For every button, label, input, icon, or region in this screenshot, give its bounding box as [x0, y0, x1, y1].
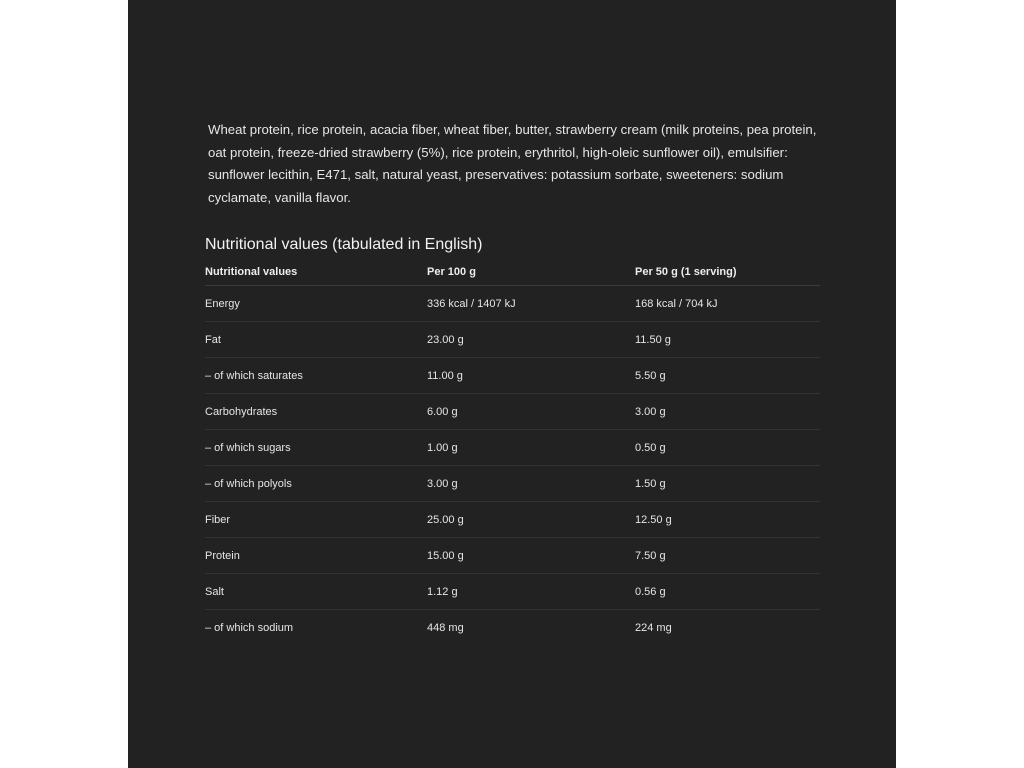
value-per-100g: 11.00 g — [427, 358, 635, 394]
value-per-serving: 0.50 g — [635, 430, 820, 466]
nutrient-name: Protein — [205, 538, 427, 574]
table-row — [205, 574, 820, 610]
nutrition-table — [205, 259, 820, 645]
nutrient-name: Carbohydrates — [205, 394, 427, 430]
table-row — [205, 430, 820, 466]
table-row — [205, 502, 820, 538]
nutrient-name: – of which sugars — [205, 430, 427, 466]
nutrient-name: – of which polyols — [205, 466, 427, 502]
value-per-serving: 168 kcal / 704 kJ — [635, 286, 820, 322]
value-per-100g: 336 kcal / 1407 kJ — [427, 286, 635, 322]
table-row — [205, 466, 820, 502]
table-row — [205, 538, 820, 574]
header-per-serving: Per 50 g (1 serving) — [635, 259, 820, 286]
nutrient-name: Salt — [205, 574, 427, 610]
value-per-serving: 5.50 g — [635, 358, 820, 394]
header-nutritional-values: Nutritional values — [205, 259, 427, 286]
nutrient-name: Fat — [205, 322, 427, 358]
ingredients-text: Wheat protein, rice protein, acacia fiber, wheat fiber, butter, strawberry cream (milk proteins, pea protein, oat protein, freeze-dried strawberry (5%), rice protein, erythritol, high-oleic sunflower oil), emulsifier: sunflower lecithin, E471, salt, natural yeast, preservatives: potassium sorbate, sweeteners: sodium cyclamate, vanilla flavor. — [208, 122, 817, 205]
table-row — [205, 322, 820, 358]
value-per-100g: 25.00 g — [427, 502, 635, 538]
table-row — [205, 610, 820, 646]
nutrient-name: Fiber — [205, 502, 427, 538]
value-per-serving: 1.50 g — [635, 466, 820, 502]
value-per-100g: 6.00 g — [427, 394, 635, 430]
value-per-serving: 0.56 g — [635, 574, 820, 610]
value-per-100g: 3.00 g — [427, 466, 635, 502]
value-per-serving: 3.00 g — [635, 394, 820, 430]
value-per-100g: 448 mg — [427, 621, 464, 634]
value-per-100g: 1.12 g — [427, 574, 635, 610]
table-row — [205, 358, 820, 394]
nutrition-header-row — [205, 259, 820, 286]
value-per-serving: 12.50 g — [635, 502, 820, 538]
nutrient-name: Energy — [205, 286, 427, 322]
value-per-100g: 15.00 g — [427, 538, 635, 574]
product-info-panel — [128, 0, 896, 768]
value-per-serving: 224 mg — [635, 621, 672, 634]
nutrient-name: – of which saturates — [205, 358, 427, 394]
nutrition-title: Nutritional values (tabulated in English) — [205, 236, 483, 253]
value-per-serving: 7.50 g — [635, 538, 820, 574]
value-per-100g: 23.00 g — [427, 322, 635, 358]
table-row — [205, 286, 820, 322]
value-per-100g: 1.00 g — [427, 430, 635, 466]
nutrient-name: – of which sodium — [205, 621, 294, 634]
table-row — [205, 394, 820, 430]
header-per-100g: Per 100 g — [427, 259, 635, 286]
value-per-serving: 11.50 g — [635, 322, 820, 358]
